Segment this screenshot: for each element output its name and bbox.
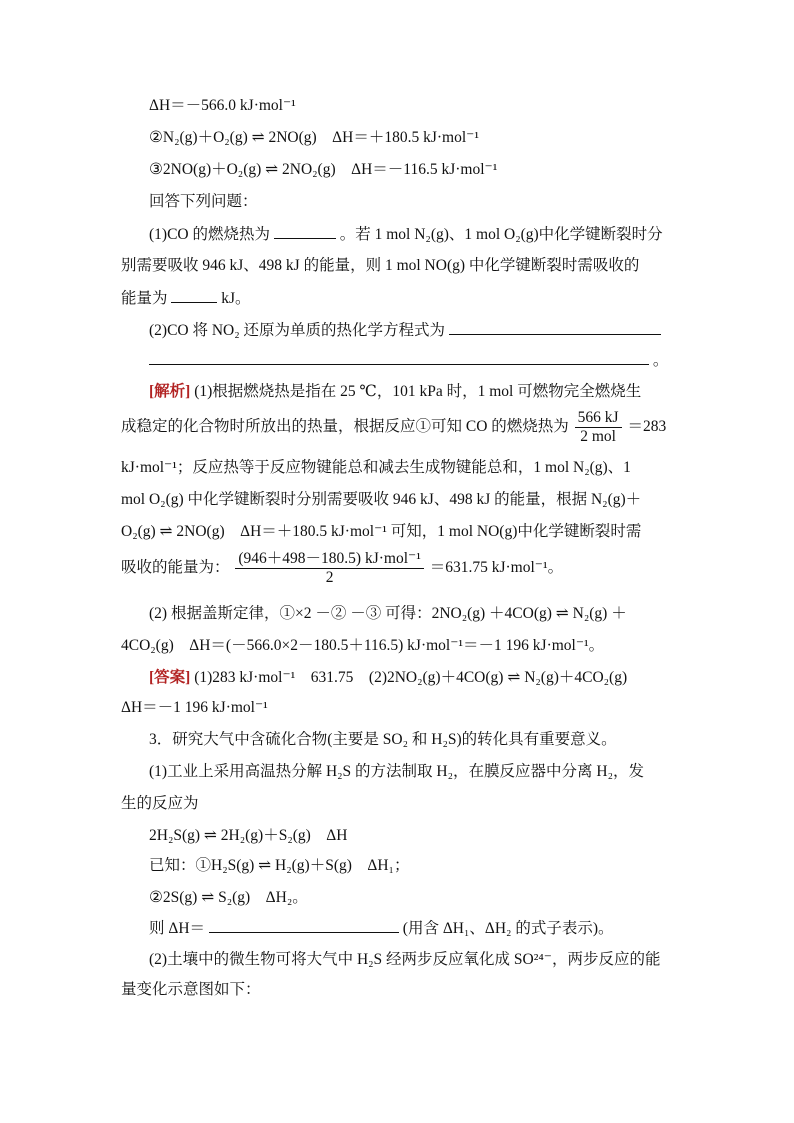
question-3-title: 3．研究大气中含硫化合物(主要是 SO₂ 和 H₂S)的转化具有重要意义。 xyxy=(149,731,617,748)
fraction-denominator: 2 mol xyxy=(580,427,616,445)
question-2-line-2 xyxy=(149,350,668,371)
question-1-text-a: (1)CO 的燃烧热为 xyxy=(149,226,270,243)
question-1-line-3 xyxy=(121,288,251,309)
equation-line-1: ΔH＝－566.0 kJ·mol⁻¹ xyxy=(149,97,296,114)
question-3-line-2: 生的反应为 xyxy=(121,795,199,812)
analysis-tag: [解析] xyxy=(149,383,191,400)
fraction-combustion-heat xyxy=(575,409,622,446)
question-1-text-b: 。若 1 mol N₂(g)、1 mol O₂(g)中化学键断裂时分 xyxy=(339,226,663,243)
fraction-denominator-2: 2 xyxy=(325,568,334,586)
analysis-text-1: (1)根据燃烧热是指在 25 ℃，101 kPa 时，1 mol 可燃物完全燃烧生 xyxy=(194,383,642,400)
reaction-main: 2H₂S(g) ⇌ 2H₂(g)＋S₂(g) ΔH xyxy=(149,827,348,844)
question-2-line xyxy=(149,320,661,341)
answer-blank-combustion-heat[interactable] xyxy=(274,224,336,239)
analysis-text-6a: 吸收的能量为： xyxy=(121,559,230,576)
known-reaction-2: ②2S(g) ⇌ S₂(g) ΔH₂。 xyxy=(149,889,308,906)
analysis-text-2b: ＝283 xyxy=(627,418,667,435)
question-3-blank-line xyxy=(149,918,614,939)
question-1-text-d: kJ。 xyxy=(221,290,251,307)
equation-line-3: ③2NO(g)＋O₂(g) ⇌ 2NO₂(g) ΔH＝－116.5 kJ·mol⁻¹ xyxy=(149,161,498,178)
answer-line-1 xyxy=(149,668,627,688)
analysis-line-7: (2) 根据盖斯定律，①×2 －② －③ 可得：2NO₂(g) ＋4CO(g) ⇌ N₂(g) ＋ xyxy=(149,605,627,622)
question-2-text: (2)CO 将 NO₂ 还原为单质的热化学方程式为 xyxy=(149,322,446,339)
question-3-text-b: (用含 ΔH₁、ΔH₂ 的式子表示)。 xyxy=(402,920,614,937)
analysis-line-4: mol O₂(g) 中化学键断裂时分别需要吸收 946 kJ、498 kJ 的能量，根据 N₂(g)＋ xyxy=(121,491,642,508)
question-3-part-2-line-1: (2)土壤中的微生物可将大气中 H₂S 经两步反应氧化成 SO²⁴⁻，两步反应的能 xyxy=(149,951,661,968)
question-1-line-2: 别需要吸收 946 kJ、498 kJ 的能量，则 1 mol NO(g) 中化学键断裂时需吸收的 xyxy=(121,257,640,274)
fraction-bond-energy xyxy=(235,550,423,587)
answer-text-1: (1)283 kJ·mol⁻¹ 631.75 (2)2NO₂(g)＋4CO(g) ⇌ N₂(g)＋4CO₂(g) xyxy=(194,669,628,686)
analysis-line-2 xyxy=(121,408,666,446)
analysis-line-1 xyxy=(149,382,641,402)
answer-blank-delta-h[interactable] xyxy=(209,918,399,933)
answer-blank-equation-1[interactable] xyxy=(449,320,661,335)
known-reaction-1: 已知：①H₂S(g) ⇌ H₂(g)＋S(g) ΔH₁； xyxy=(149,857,410,874)
analysis-line-8: 4CO₂(g) ΔH＝(－566.0×2－180.5＋116.5) kJ·mol⁻¹＝－1 196 kJ·mol⁻¹。 xyxy=(121,637,605,654)
question-3-line-1: (1)工业上采用高温热分解 H₂S 的方法制取 H₂，在膜反应器中分离 H₂，发 xyxy=(149,763,644,780)
answer-blank-energy[interactable] xyxy=(171,288,217,303)
analysis-line-3: kJ·mol⁻¹；反应热等于反应物键能总和减去生成物键能总和，1 mol N₂(g)、1 xyxy=(121,459,631,476)
question-1-text-c: 能量为 xyxy=(121,290,168,307)
fraction-numerator: 566 kJ xyxy=(575,409,622,428)
analysis-line-6 xyxy=(121,548,563,588)
answer-tag: [答案] xyxy=(149,669,191,686)
prompt-line: 回答下列问题： xyxy=(149,193,258,210)
answer-line-2: ΔH＝－1 196 kJ·mol⁻¹ xyxy=(121,699,268,716)
question-3-part-2-line-2: 量变化示意图如下： xyxy=(121,981,261,998)
fraction-numerator-2: (946＋498－180.5) kJ·mol⁻¹ xyxy=(235,550,423,569)
equation-line-2: ②N₂(g)＋O₂(g) ⇌ 2NO(g) ΔH＝＋180.5 kJ·mol⁻¹ xyxy=(149,129,479,146)
answer-blank-equation-2[interactable] xyxy=(149,350,649,365)
question-1-line xyxy=(149,224,663,245)
analysis-line-5: O₂(g) ⇌ 2NO(g) ΔH＝＋180.5 kJ·mol⁻¹ 可知，1 mol NO(g)中化学键断裂时需 xyxy=(121,523,642,540)
question-2-end: 。 xyxy=(652,352,669,369)
analysis-text-6b: ＝631.75 kJ·mol⁻¹。 xyxy=(429,559,564,576)
question-3-text-a: 则 ΔH＝ xyxy=(149,920,206,937)
analysis-text-2a: 成稳定的化合物时所放出的热量，根据反应①可知 CO 的燃烧热为 xyxy=(121,418,569,435)
